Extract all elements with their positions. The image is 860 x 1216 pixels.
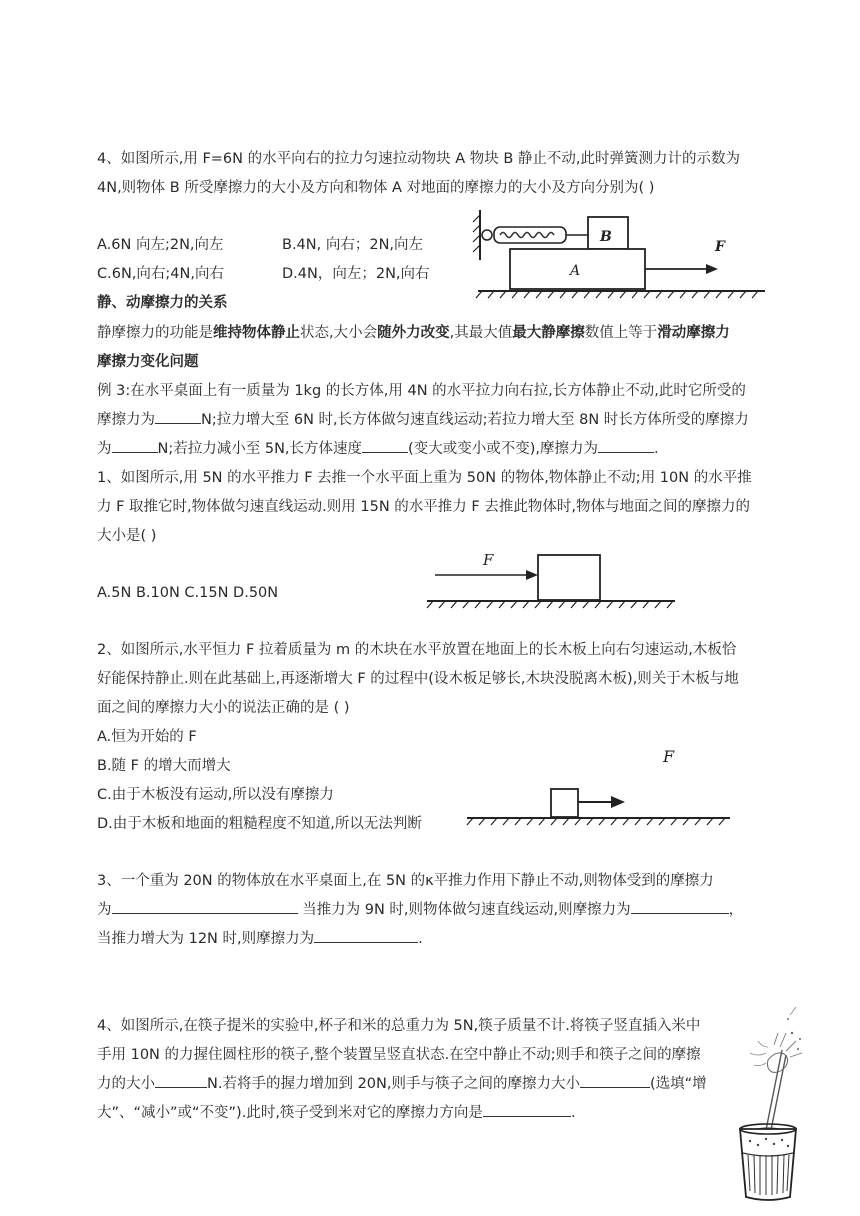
q1-line-1: 1、如图所示,用 5N 的水平推力 F 去推一个水平面上重为 50N 的物体,物体静止不动;用 10N 的水平推 bbox=[97, 470, 752, 486]
q4b-line-3: 力的大小 N.若将手的握力增加到 20N,则手与筷子之间的摩擦力大小 (选填“增 bbox=[97, 1071, 707, 1097]
ex3-blank-1 bbox=[155, 407, 201, 424]
section-paragraph: 静摩擦力的功能是维持物体静止状态,大小会随外力改变,其最大值最大静摩擦数值上等于滑动摩擦力 bbox=[97, 325, 730, 341]
q4b-line-1: 4、如图所示,在筷子提米的实验中,杯子和米的总重力为 5N,筷子质量不计.将筷子竖直插入米中 bbox=[97, 1018, 701, 1034]
q2-figure-label-f: F bbox=[663, 747, 675, 766]
q4-figure-label-f: F bbox=[715, 239, 725, 255]
section-title: 静、动摩擦力的关系 bbox=[97, 295, 228, 311]
q3-blank-1 bbox=[112, 897, 298, 914]
q4b-blank-1 bbox=[155, 1071, 207, 1088]
q4b-blank-3 bbox=[483, 1100, 571, 1117]
ex3-line-3: 为 N;若拉力减小至 5N,长方体速度 (变大或变小或不变),摩擦力为 . bbox=[97, 436, 659, 462]
q2-option-d: D.由于木板和地面的粗糙程度不知道,所以无法判断 bbox=[97, 816, 422, 832]
q4-option-b: B.4N, 向右；2N,向左 bbox=[282, 237, 424, 253]
chopstick-rice-cup-figure bbox=[728, 1005, 808, 1205]
q3-line-3: 当推力增大为 12N 时,则摩擦力为 . bbox=[97, 926, 423, 952]
q4-option-c: C.6N,向右;4N,向右 bbox=[97, 266, 224, 282]
q3-line-2: 为 当推力为 9N 时,则物体做匀速直线运动,则摩擦力为 ， bbox=[97, 897, 743, 923]
q1-line-3: 大小是( ) bbox=[97, 528, 157, 544]
q3-blank-2 bbox=[631, 897, 729, 914]
ex3-blank-2 bbox=[112, 436, 158, 453]
q2-line-1: 2、如图所示,水平恒力 F 拉着质量为 m 的木块在水平放置在地面上的长木板上向右匀速运动,木板恰 bbox=[97, 642, 737, 658]
q4b-line-4: 大”、“减小”或“不变”).此时,筷子受到米对它的摩擦力方向是 . bbox=[97, 1100, 576, 1126]
q4-figure-label-a: A bbox=[570, 263, 581, 279]
q4-option-a: A.6N 向左;2N,向左 bbox=[97, 237, 224, 253]
q4-option-d: D.4N，向左；2N,向右 bbox=[282, 266, 430, 282]
ex3-blank-4 bbox=[598, 436, 654, 453]
ex3-blank-3 bbox=[362, 436, 408, 453]
ex3-line-2: 摩擦力为 N;拉力增大至 6N 时,长方体做匀速直线运动;若拉力增大至 8N 时长方体所受的摩擦力 bbox=[97, 407, 749, 433]
q1-line-2: 力 F 取推它时,物体做匀速直线运动.则用 15N 的水平推力 F 去推此物体时,物体与地面之间的摩擦力的 bbox=[97, 499, 750, 515]
q2-line-2: 好能保持静止.则在此基础上,再逐渐增大 F 的过程中(设木板足够长,木块没脱离木板),则关于木板与地 bbox=[97, 671, 739, 687]
q4b-line-2: 手用 10N 的力握住圆柱形的筷子,整个装置呈竖直状态.在空中静止不动;则手和筷子之间的摩擦 bbox=[97, 1047, 701, 1063]
ex3-line-1: 例 3:在水平桌面上有一质量为 1kg 的长方体,用 4N 的水平拉力向右拉,长方体静止不动,此时它所受的 bbox=[97, 383, 746, 399]
q4-line-1: 4、如图所示,用 F=6N 的水平向右的拉力匀速拉动物块 A 物块 B 静止不动,此时弹簧测力计的示数为 bbox=[97, 151, 741, 167]
q4-ground-hatch bbox=[476, 291, 758, 298]
q2-option-c: C.由于木板没有运动,所以没有摩擦力 bbox=[97, 787, 334, 803]
q1-figure bbox=[425, 545, 680, 610]
q4-figure bbox=[470, 205, 770, 300]
q2-line-3: 面之间的摩擦力大小的说法正确的是 ( ) bbox=[97, 700, 350, 716]
section-subtitle: 摩擦力变化问题 bbox=[97, 354, 199, 370]
q1-figure-label-f: F bbox=[483, 551, 494, 569]
q4-line-2: 4N,则物体 B 所受摩擦力的大小及方向和物体 A 对地面的摩擦力的大小及方向分别为( ) bbox=[97, 180, 655, 196]
q1-options: A.5N B.10N C.15N D.50N bbox=[97, 585, 279, 601]
q2-option-a: A.恒为开始的 F bbox=[97, 729, 197, 745]
q2-figure bbox=[465, 740, 735, 830]
q3-blank-3 bbox=[314, 926, 418, 943]
q4b-blank-2 bbox=[580, 1071, 650, 1088]
q3-line-1: 3、一个重为 20N 的物体放在水平桌面上,在 5N 的κ平推力作用下静止不动,则物体受到的摩擦力 bbox=[97, 873, 714, 889]
q2-option-b: B.随 F 的增大而增大 bbox=[97, 758, 231, 774]
q4-figure-label-b: B bbox=[600, 229, 612, 245]
